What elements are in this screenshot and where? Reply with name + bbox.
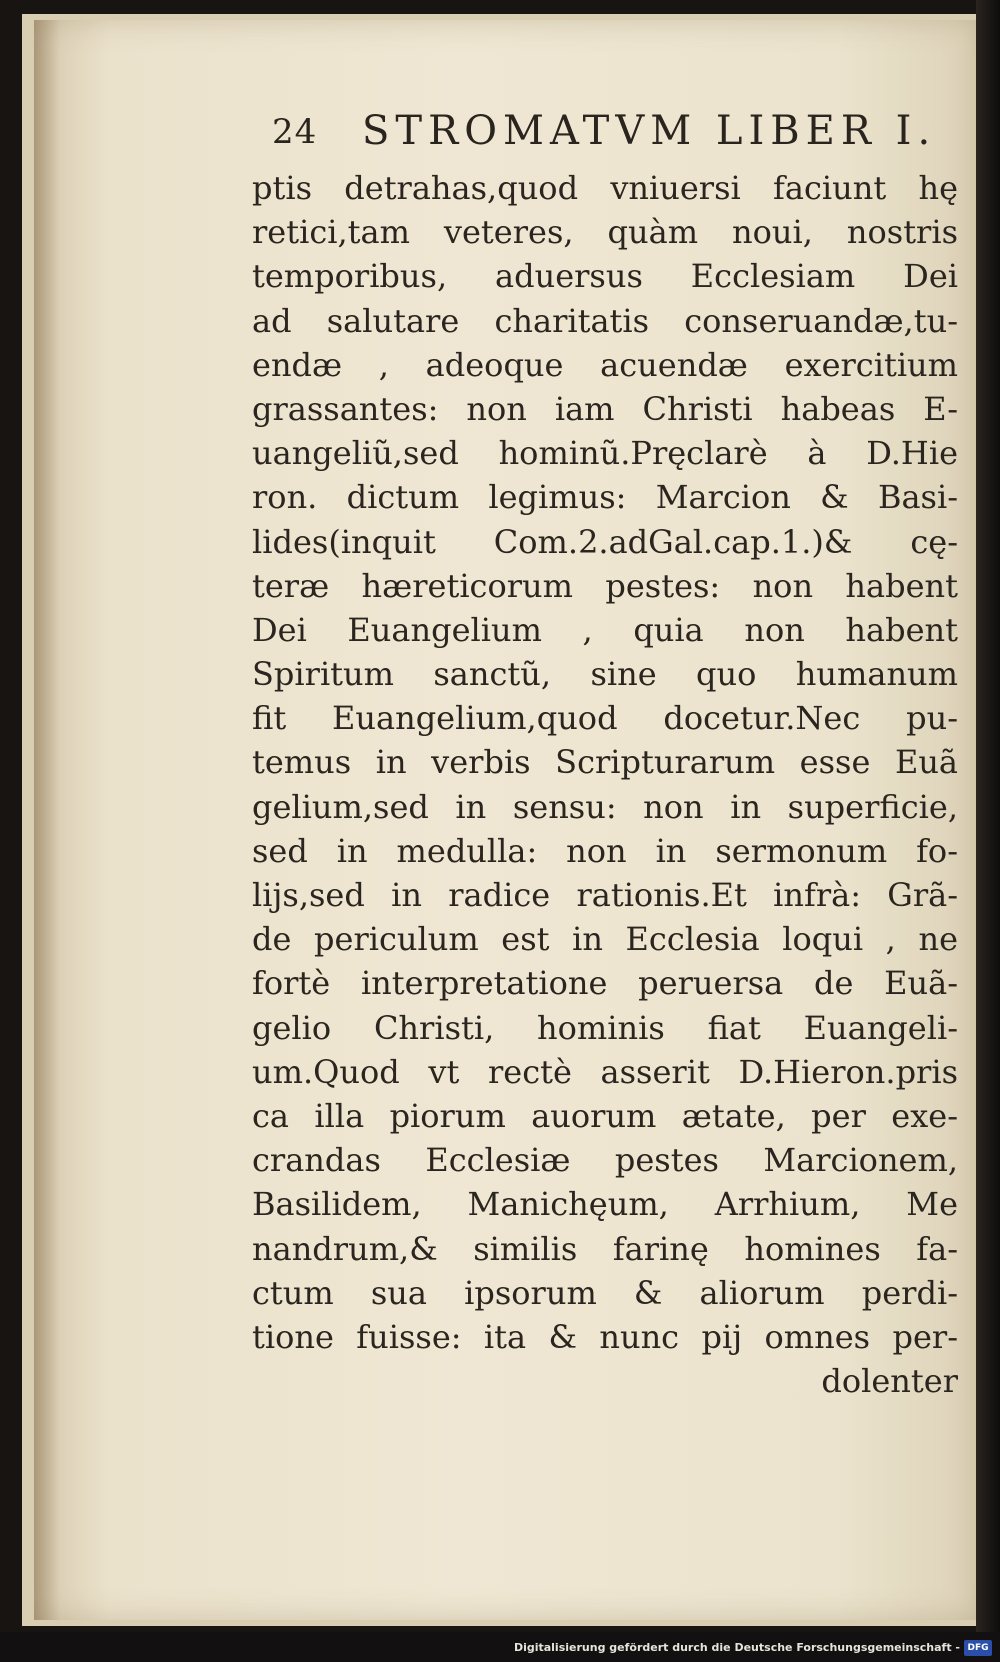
page-header <box>272 108 937 168</box>
text-line: retici,tam veteres, quàm noui, nostris <box>252 213 958 252</box>
text-line: endæ , adeoque acuendæ exercitium <box>252 345 958 384</box>
text-line: sed in medulla: non in sermonum fo- <box>252 831 958 870</box>
running-title: STROMATVM LIBER I. <box>362 108 937 154</box>
text-line: ron. dictum legimus: Marcion & Basi- <box>252 478 958 517</box>
text-line: ptis detrahas,quod vniuersi faciunt hę <box>252 169 958 207</box>
text-line: ca illa piorum auorum ætate, per exe- <box>252 1096 958 1135</box>
text-line: lides(inquit Com.2.adGal.cap.1.)& cę- <box>252 522 958 561</box>
text-line: fortè interpretatione peruersa de Euã- <box>252 964 958 1003</box>
text-line: Spiritum sanctũ, sine quo humanum <box>252 655 958 694</box>
body-text <box>252 166 958 1403</box>
text-line: tione fuisse: ita & nunc pij omnes per- <box>252 1317 958 1356</box>
text-line: temus in verbis Scripturarum esse Euã <box>252 743 958 782</box>
text-line: nandrum,& similis farinę homines fa- <box>252 1229 958 1268</box>
text-line: um.Quod vt rectè asserit D.Hieron.pris <box>252 1052 958 1091</box>
text-line: lijs,sed in radice rationis.Et infrà: Grã- <box>252 876 958 914</box>
catchword: dolenter <box>821 1362 958 1401</box>
footer-bar <box>0 1632 1000 1662</box>
text-line: temporibus, aduersus Ecclesiam Dei <box>252 257 958 296</box>
page-number: 24 <box>272 112 318 152</box>
funding-credit: Digitalisierung gefördert durch die Deutsche Forschungsgemeinschaft - <box>513 1641 960 1654</box>
page-fold-shadow <box>34 20 60 1620</box>
text-line: teræ hæreticorum pestes: non habent <box>252 566 958 605</box>
text-line: uangeliũ,sed hominũ.Pręclarè à D.Hie <box>252 434 958 473</box>
text-line: gelium,sed in sensu: non in superficie, <box>252 787 958 826</box>
text-line: ctum sua ipsorum & aliorum perdi- <box>252 1273 958 1312</box>
text-line: Basilidem, Manichęum, Arrhium, Me <box>252 1185 958 1224</box>
text-line: fit Euangelium,quod docetur.Nec pu- <box>252 699 958 738</box>
text-line: gelio Christi, hominis fiat Euangeli- <box>252 1008 958 1047</box>
text-line: ad salutare charitatis conseruandæ,tu- <box>252 301 958 340</box>
book-spine-shadow <box>976 0 1000 1662</box>
text-line: crandas Ecclesiæ pestes Marcionem, <box>252 1141 958 1180</box>
text-line: Dei Euangelium , quia non habent <box>252 610 958 649</box>
text-line: grassantes: non iam Christi habeas E- <box>252 389 958 428</box>
text-line: de periculum est in Ecclesia loqui , ne <box>252 920 958 959</box>
dfg-logo: DFG <box>964 1640 992 1656</box>
